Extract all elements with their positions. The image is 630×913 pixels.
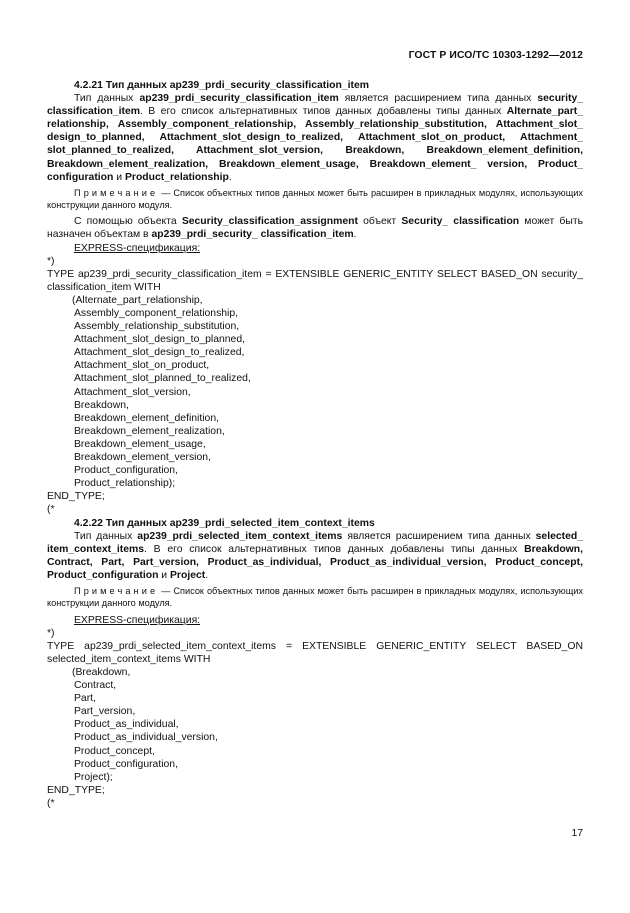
section-title: 4.2.21 Тип данных ap239_prdi_security_classification_item: [74, 80, 369, 91]
code-close: (*: [47, 797, 55, 809]
note-text: — Список объектных типов данных может быть расширен в прикладных модулях, использующих конструкции данного модуля.: [47, 585, 583, 608]
text-run: .: [228, 171, 232, 183]
code-item: Product_concept,: [74, 745, 155, 757]
text-run: . В его список альтернативных типов данных добавлены типы данных: [144, 543, 525, 555]
code-open: *): [47, 627, 55, 639]
note-text: — Список объектных типов данных может быть расширен в прикладных модулях, использующих конструкции данного модуля.: [47, 187, 583, 210]
text-run: Тип данных: [74, 530, 138, 542]
code-item: (Breakdown,: [72, 666, 131, 678]
document-body: [47, 79, 583, 810]
code-item: (Alternate_part_relationship,: [72, 294, 203, 306]
code-type-line: TYPE ap239_prdi_selected_item_context_items = EXTENSIBLE GENERIC_ENTITY SELECT BASED_ON selected_item_context_items WITH: [47, 640, 583, 665]
code-item: Assembly_component_relationship,: [74, 308, 239, 319]
code-item: Part,: [74, 693, 96, 705]
type-name: Project: [170, 569, 206, 581]
type-name: selected_ item_context_items: [47, 530, 584, 555]
code-close: (*: [47, 504, 55, 516]
section-intro: [47, 530, 583, 582]
section-title: 4.2.22 Тип данных ap239_prdi_selected_item_context_items: [74, 517, 375, 529]
note: [47, 586, 583, 610]
code-end: END_TYPE;: [47, 784, 105, 796]
code-item: Attachment_slot_planned_to_realized,: [74, 373, 251, 385]
text-run: может быть назначен объектам в: [47, 216, 583, 241]
type-name: Product_relationship: [124, 171, 229, 183]
code-item: Product_as_individual_version,: [74, 732, 218, 744]
text-run: и: [158, 569, 170, 581]
text-run: является расширением типа данных: [338, 93, 538, 105]
text-run: является расширением типа данных: [342, 530, 536, 542]
code-item: Attachment_slot_design_to_planned,: [74, 334, 245, 346]
note-label: Примечание: [74, 585, 159, 596]
code-item: Assembly_relationship_substitution,: [74, 321, 240, 333]
type-name: ap239_prdi_security_classification_item: [139, 93, 339, 105]
code-item: Product_relationship);: [74, 478, 176, 490]
text-run: . В его список альтернативных типов данных добавлены типы данных: [139, 106, 507, 118]
code-item: Breakdown,: [74, 399, 129, 411]
code-open: *): [47, 255, 55, 267]
text-run: .: [353, 229, 357, 241]
code-end: END_TYPE;: [47, 491, 105, 503]
note: [47, 188, 583, 212]
code-item-list: [47, 666, 583, 784]
code-item: Contract,: [74, 680, 117, 692]
code-item: Product_configuration,: [74, 465, 178, 477]
express-label: EXPRESS-спецификация:: [74, 242, 201, 254]
note-label: Примечание: [74, 187, 159, 198]
section-intro: [47, 92, 583, 184]
express-label: EXPRESS-спецификация:: [74, 614, 201, 626]
code-item: Breakdown_element_usage,: [74, 438, 206, 450]
code-type-line: TYPE ap239_prdi_security_classification_item = EXTENSIBLE GENERIC_ENTITY SELECT BASED_ON security_ classification_item WITH: [47, 268, 583, 293]
text-run: и: [113, 171, 125, 183]
code-item: Attachment_slot_design_to_realized,: [74, 347, 245, 359]
type-list: Breakdown, Contract, Part, Part_version, Product_as_individual, Product_as_individual_version, Product_concept, Product_configuration: [47, 543, 583, 581]
code-item: Product_configuration,: [74, 758, 178, 770]
code-item-list: [47, 294, 583, 490]
text-run: Тип данных: [74, 93, 140, 105]
code-item: Attachment_slot_on_product,: [74, 360, 210, 372]
text-run: объект: [357, 216, 402, 228]
standard-header: ГОСТ Р ИСО/ТС 10303-1292—2012: [408, 50, 583, 61]
type-name: ap239_prdi_security_ classification_item: [151, 229, 354, 241]
assignment-paragraph: [47, 215, 583, 241]
code-item: Breakdown_element_version,: [74, 452, 211, 464]
type-list: Alternate_part_ relationship, Assembly_component_relationship, Assembly_relationship_substitution, Attachment_slot_ design_to_planned, Attachment_slot_design_to_realized, Attachment_slot_on_product, Attachment_ slot_planned_to_realized, Attachment_slot_version, Breakdown, Breakdown_element_definition, Breakdown_element_realization, Breakdown_element_usage, Breakdown_element_ version, Product_ configuration: [47, 106, 583, 183]
code-item: Breakdown_element_definition,: [74, 412, 219, 424]
code-item: Product_as_individual,: [74, 719, 179, 731]
type-name: security_ classification_item: [47, 93, 584, 118]
code-item: Breakdown_element_realization,: [74, 425, 225, 437]
page-number: 17: [571, 828, 583, 839]
entity-name: Security_ classification: [401, 216, 520, 228]
text-run: С помощью объекта: [74, 216, 182, 228]
text-run: .: [205, 569, 209, 581]
type-name: ap239_prdi_selected_item_context_items: [137, 530, 343, 542]
code-item: Part_version,: [74, 706, 136, 718]
entity-name: Security_classification_assignment: [181, 216, 358, 228]
code-item: Project);: [74, 771, 113, 783]
code-item: Attachment_slot_version,: [74, 386, 191, 398]
